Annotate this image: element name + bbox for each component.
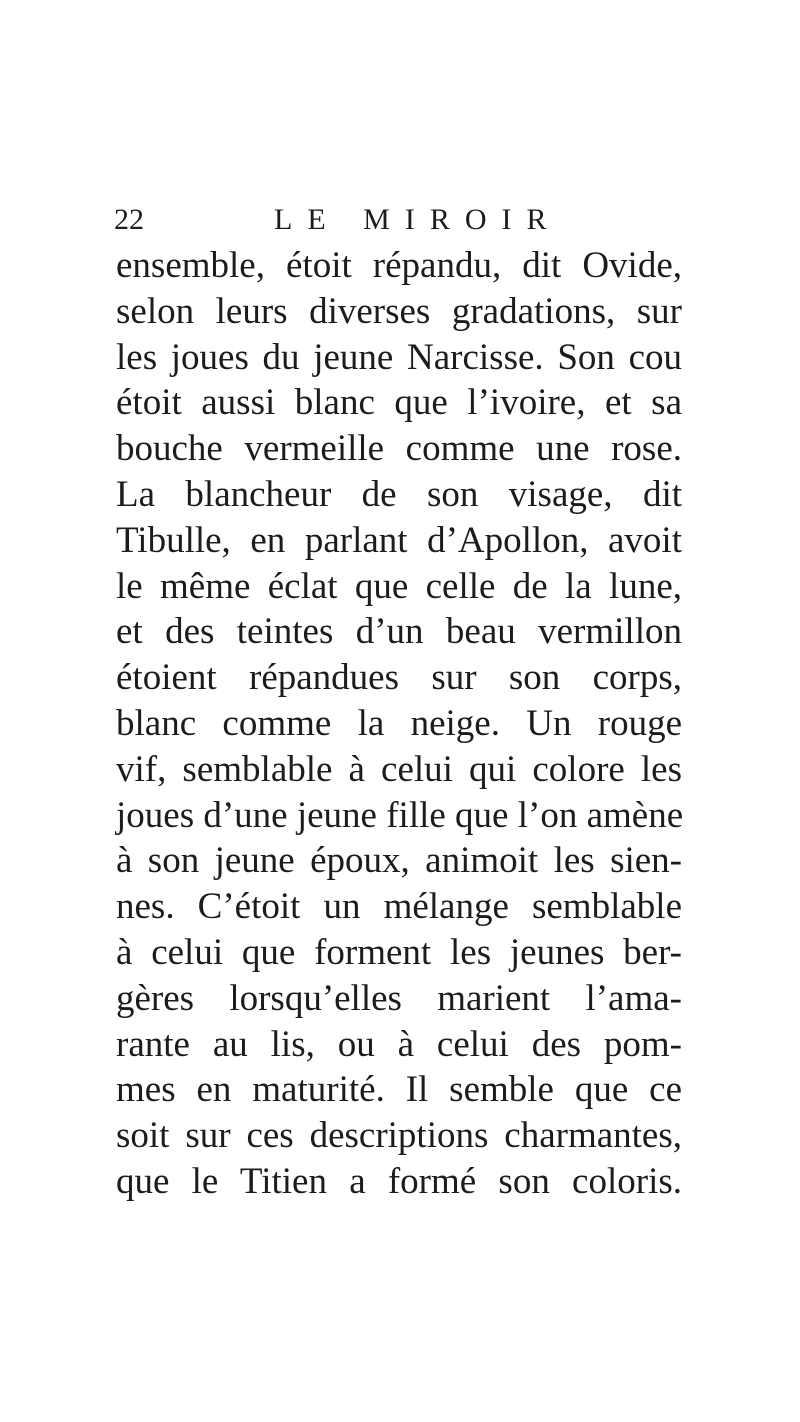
text-line: blanc comme la neige. Un rouge [116, 702, 682, 744]
text-line: selon leurs diverses gradations, sur [116, 290, 682, 332]
text-line: étoient répandues sur son corps, [116, 657, 682, 699]
page-number: 22 [114, 203, 144, 236]
text-line: vif, semblable à celui qui colore les [116, 748, 682, 790]
running-title: LE MIROIR [274, 203, 562, 236]
text-line: que le Titien a formé son coloris. [116, 1160, 682, 1202]
text-line: gères lorsqu’elles marient l’ama- [116, 977, 682, 1019]
text-line: bouche vermeille comme une rose. [116, 428, 682, 470]
text-line: nes. C’étoit un mélange semblable [116, 886, 682, 928]
text-line: soit sur ces descriptions charmantes, [116, 1115, 682, 1157]
text-line: étoit aussi blanc que l’ivoire, et sa [116, 382, 682, 424]
body-text [116, 243, 682, 1205]
text-line: le même éclat que celle de la lune, [116, 565, 682, 607]
text-line: à son jeune époux, animoit les sien- [116, 840, 682, 882]
text-line: La blancheur de son visage, dit [116, 473, 682, 515]
running-head [114, 200, 674, 240]
text-line: à celui que forment les jeunes ber- [116, 931, 682, 973]
text-line: ensemble, étoit répandu, dit Ovide, [116, 245, 682, 286]
text-line: mes en maturité. Il semble que ce [116, 1069, 682, 1111]
text-line: Tibulle, en parlant d’Apollon, avoit [116, 519, 682, 561]
text-line: joues d’une jeune fille que l’on amène [116, 794, 684, 836]
text-line: et des teintes d’un beau vermillon [116, 611, 682, 653]
text-line: les joues du jeune Narcisse. Son cou [116, 336, 682, 378]
text-line: rante au lis, ou à celui des pom- [116, 1023, 682, 1065]
